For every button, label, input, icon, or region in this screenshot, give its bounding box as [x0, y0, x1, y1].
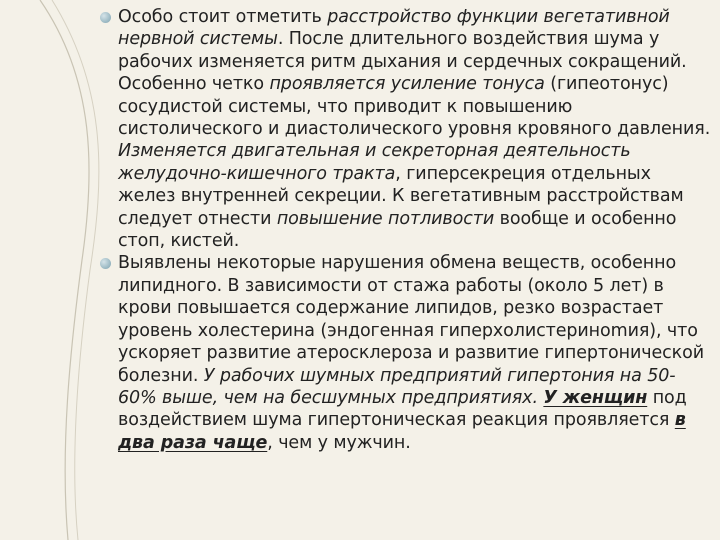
text-segment: (гипеотонус) сосудистой системы, что приводит к повышению систолического и диастолического уровня кровяного давления.: [118, 74, 711, 140]
text-segment: , гиперсекреция отдельных желез внутренней секреции. К вегетативным расстройствам следует отнести: [118, 163, 684, 229]
emphasis-text: повышение потливости: [276, 208, 495, 229]
bullet-icon: [100, 12, 111, 23]
emphasis-text: У рабочих шумных предприятий гипертония на 50-60% выше, чем на бесшумных предприятиях.: [118, 365, 676, 408]
bullet-item-2: [100, 252, 712, 454]
text-segment: . После длительного воздействия шума у рабочих изменяется ритм дыхания и сердечных сокращений. Особенно четко: [118, 29, 687, 95]
emphasis-text: Изменяется двигательная и секреторная деятельность желудочно-кишечного тракта: [118, 141, 631, 184]
emphasis-text: проявляется усиление тонуса: [269, 74, 545, 95]
text-segment: вообще и особенно стоп, кистей.: [118, 208, 677, 252]
highlight-text: У женщин: [543, 387, 648, 408]
slide-body: [100, 6, 712, 454]
bullet-icon: [100, 258, 111, 269]
text-segment: под воздействием шума гипертоническая реакция проявляется: [118, 387, 687, 431]
highlight-text: в два раза чаще: [118, 410, 686, 453]
text-segment: , чем у мужчин.: [267, 432, 411, 453]
emphasis-text: расстройство функции вегетативной нервной системы: [118, 7, 670, 50]
bullet-item-1: [100, 6, 712, 252]
text-segment: Выявлены некоторые нарушения обмена веществ, особенно липидного. В зависимости от стажа работы (около 5 лет) в крови повышается содержание липидов, резко возрастает уровень холестерина (эндогенная гиперхолистеринomия), что ускоряет развитие атеросклероза и развитие гипертонической болезни.: [118, 253, 705, 386]
text-segment: Особо стоит отметить: [118, 7, 328, 27]
